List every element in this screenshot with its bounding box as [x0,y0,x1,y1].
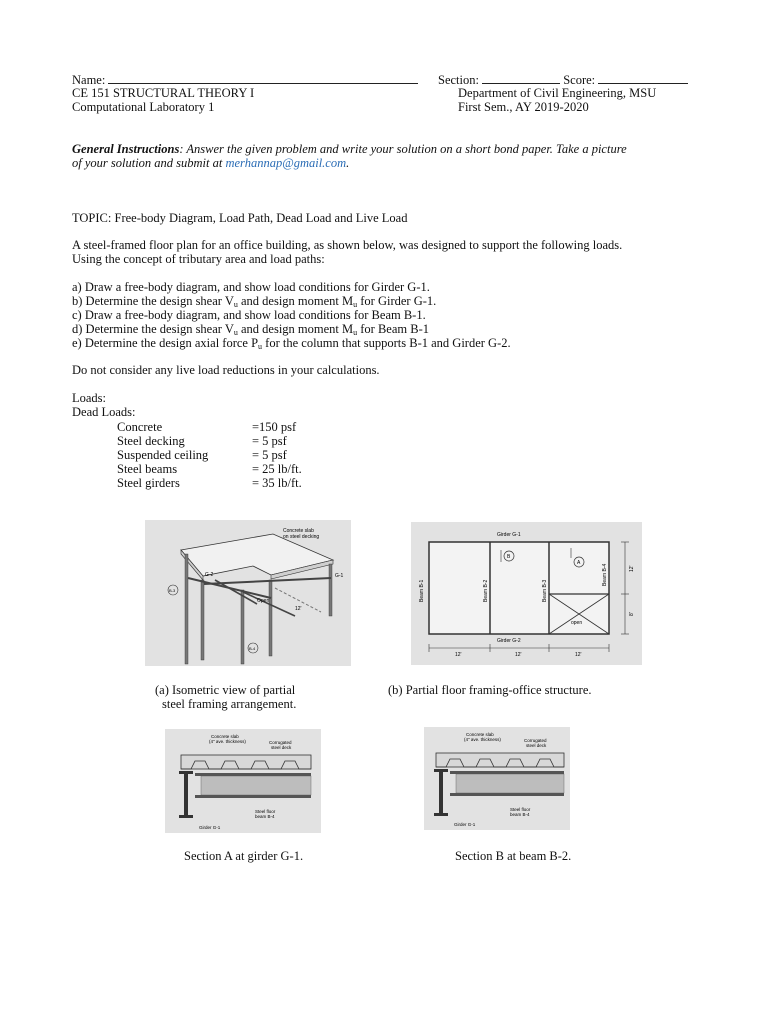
sec-a-deck-2: steel deck [271,745,292,750]
dim-2: 12' [515,652,522,658]
dead-loads-table [117,420,302,490]
instructions-line-2: of your solution and submit at merhannap@gmail.com. [72,156,350,170]
b4-label: B-4 [249,646,256,651]
sec-a-slab: Concrete slab [211,734,239,739]
sec-a-girder: Girder G-1 [199,825,221,830]
g1-label: G-1 [335,573,344,579]
slab-label-2: on steel decking [283,534,320,540]
figure-floor-plan [411,522,642,665]
email-link[interactable]: merhannap@gmail.com [225,156,347,170]
mark-b: B [507,554,511,560]
score-blank[interactable] [598,72,688,84]
girder-g2-label: Girder G-2 [497,638,521,644]
name-blank[interactable] [108,72,418,84]
task-e: e) Determine the design axial force $P_u$ for the column that supports B-1 and Girder G-2. [72,336,511,351]
table-row: Steel girders = 35 lb/ft. [117,476,302,490]
table-row: Suspended ceiling = 5 psf [117,448,287,462]
lab-title: Computational Laboratory 1 [72,100,215,114]
sec-a-deck: Corrugated [269,740,292,745]
semester: First Sem., AY 2019-2020 [458,100,589,114]
mark-a: A [577,560,581,566]
sec-b-beam-2: beam B-4 [510,812,530,817]
loads-heading: Loads: [72,391,107,405]
instructions-line-1: General Instructions: Answer the given problem and write your solution on a short bond paper. Take a picture [72,142,627,156]
sec-a-slab-2: (4" ave. thickness) [209,739,246,744]
beam-b1-label: Beam B-1 [419,579,425,602]
sec-a-beam-2: beam B-4 [255,814,275,819]
girder-g1-label: Girder G-1 [497,532,521,538]
sec-b-girder: Girder G-1 [454,822,476,827]
intro-line-1: A steel-framed floor plan for an office building, as shown below, was designed to support the following loads. [72,238,623,252]
course-title: CE 151 STRUCTURAL THEORY I [72,86,255,100]
name-label: Name: [72,73,106,87]
section-label: Section: [438,73,479,87]
header-section-row [438,72,688,87]
dim-1: 12' [455,652,462,658]
sec-b-deck: Corrugated [524,738,547,743]
table-row: Concrete =150 psf [117,420,297,434]
beam-b3-label: Beam B-3 [542,579,548,602]
figure-section-b [424,727,570,830]
task-b: b) Determine the design shear $V_u$ and design moment $M_u$ for Girder G-1. [72,294,437,309]
task-d: d) Determine the design shear $V_u$ and design moment $M_u$ for Beam B-1 [72,322,429,337]
section-a-caption: Section A at girder G-1. [184,849,304,863]
department: Department of Civil Engineering, MSU [458,86,657,100]
figure-a-caption-2: steel framing arrangement. [162,697,297,711]
header-name-row [72,72,418,87]
figure-isometric [145,520,351,666]
section-blank[interactable] [482,72,560,84]
g2-label: G-2 [205,572,214,578]
instructions-label: General Instructions [72,142,180,156]
task-c: c) Draw a free-body diagram, and show load conditions for Beam B-1. [72,308,426,322]
b3-label: B-3 [169,588,176,593]
intro-line-2: Using the concept of tributary area and load paths: [72,252,325,266]
dim-3: 12' [575,652,582,658]
note: Do not consider any live load reductions in your calculations. [72,363,380,377]
section-b-caption: Section B at beam B-2. [455,849,572,863]
dim-v1: 12' [629,565,635,572]
beam-b2-label: Beam B-2 [483,579,489,602]
table-row: Steel beams = 25 lb/ft. [117,462,302,476]
table-row: Steel decking = 5 psf [117,434,287,448]
sec-a-beam: Steel floor [255,809,276,814]
sec-b-beam: Steel floor [510,807,531,812]
score-label: Score: [563,73,596,87]
slab-label: Concrete slab [283,528,314,534]
topic: TOPIC: Free-body Diagram, Load Path, Dead Load and Live Load [72,211,408,225]
figure-section-a [165,729,321,833]
dim-label: 12' [295,606,302,612]
sec-b-slab: Concrete slab [466,732,494,737]
open-label: Open [257,598,270,604]
sec-b-deck-2: steel deck [526,743,547,748]
open-label: open [571,620,583,626]
figure-b-caption: (b) Partial floor framing-office structure. [388,683,592,697]
beam-b4-label: Beam B-4 [602,563,608,586]
dead-loads-heading: Dead Loads: [72,405,136,419]
task-a: a) Draw a free-body diagram, and show load conditions for Girder G-1. [72,280,430,294]
sec-b-slab-2: (4" ave. thickness) [464,737,501,742]
dim-v2: 8' [629,612,635,616]
figure-a-caption-1: (a) Isometric view of partial [155,683,296,697]
